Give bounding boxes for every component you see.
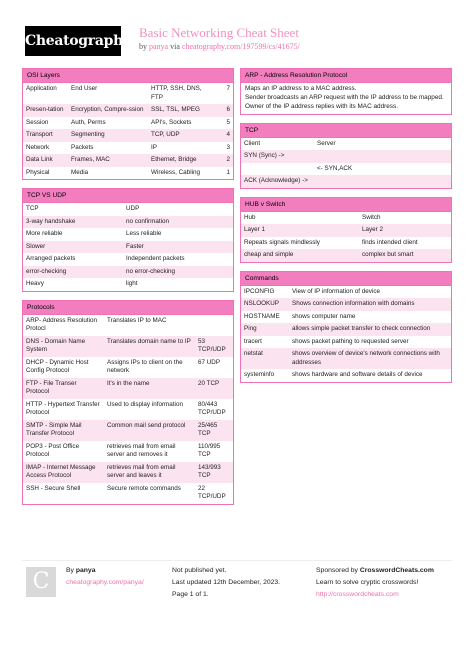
tcp-ack-step: ACK (Acknowledge) -> <box>241 175 451 188</box>
table-cell: error-checking <box>23 266 123 279</box>
table-cell: 7 <box>226 85 230 92</box>
footer-status-block <box>172 565 280 601</box>
table-row <box>23 117 233 130</box>
arp-section <box>240 68 452 115</box>
footer-author-link[interactable]: cheatography.com/panya/ <box>66 578 144 586</box>
table-cell: 3-way handshake <box>23 216 123 229</box>
tcp-server-label: Server <box>317 139 336 147</box>
table-cell: Heavy <box>26 280 44 287</box>
table-cell: Repeats signals mindlessly <box>244 238 320 246</box>
table-row <box>241 212 451 225</box>
table-cell: Translates domain name to IP <box>104 336 195 357</box>
table-cell: 53 TCP/UDP <box>195 336 233 357</box>
protocols-section <box>22 300 234 505</box>
table-cell: Less reliable <box>126 230 162 237</box>
table-cell: SMTP - Simple Mail Transfer Protocol <box>23 420 104 441</box>
table-cell: complex but smart <box>359 249 451 262</box>
author-link[interactable]: panya <box>149 42 169 51</box>
table-row <box>23 441 233 462</box>
hub-vs-switch-section <box>240 197 452 263</box>
table-row <box>23 83 233 104</box>
table-cell: 3 <box>226 143 230 151</box>
table-row <box>23 104 233 117</box>
table-row <box>23 278 233 291</box>
table-cell: End User <box>71 85 98 92</box>
table-cell: Session <box>26 118 49 126</box>
footer-author: panya <box>75 567 96 574</box>
byline-by: by <box>139 42 147 51</box>
table-cell: tracert <box>244 337 262 345</box>
table-row <box>241 224 451 237</box>
table-row <box>23 336 233 357</box>
arp-line: Owner of the IP address replies with its MAC address. <box>245 102 398 110</box>
table-cell: TCP <box>26 205 39 212</box>
table-cell: Application <box>26 85 57 92</box>
table-row <box>23 315 233 336</box>
table-cell: 110/995 TCP <box>198 442 221 458</box>
table-row <box>23 167 233 180</box>
table-row <box>23 483 233 504</box>
table-cell: Assigns IPs to client on the network <box>107 358 183 374</box>
table-row <box>23 357 233 378</box>
osi-layers-table <box>23 83 233 179</box>
table-cell: 20 TCP <box>195 378 233 399</box>
table-cell: HTTP - Hypertext Transfer Protocol <box>26 400 100 416</box>
table-cell: DHCP - Dynamic Host Config Protocol <box>26 358 89 374</box>
arp-line: Sender broadcasts an ARP request with the IP address to be mapped. <box>245 93 444 101</box>
table-cell: NSLOOKUP <box>241 298 289 311</box>
table-cell: 67 UDP <box>198 358 221 366</box>
page-title: Basic Networking Cheat Sheet <box>139 25 299 40</box>
byline <box>139 42 300 52</box>
table-cell: allows simple packet transfer to check connection <box>289 323 451 336</box>
table-cell: TCP, UDP <box>148 129 218 142</box>
table-cell: SSL, TSL, MPEG <box>148 104 218 117</box>
left-column <box>22 68 234 513</box>
table-cell: API's, Sockets <box>151 118 192 126</box>
table-cell: light <box>126 280 138 287</box>
table-cell: systeminfo <box>244 371 275 379</box>
arp-line: Maps an IP address to a MAC address. <box>245 85 357 92</box>
table-cell: no error-checking <box>123 266 233 279</box>
page-header <box>0 0 474 62</box>
table-cell: Ping <box>241 323 289 336</box>
tcp-handshake-table <box>241 138 451 188</box>
table-row <box>23 154 233 167</box>
tcp-section <box>240 123 452 189</box>
hub-vs-switch-table <box>241 212 451 262</box>
footer-author-block <box>66 565 144 589</box>
table-cell: It's in the name <box>104 378 195 399</box>
tcp-synack-step: <- SYN,ACK <box>317 164 353 172</box>
section-heading: OSI Layers <box>23 69 233 83</box>
table-row <box>23 378 233 399</box>
right-column <box>240 68 452 391</box>
section-heading: TCP <box>241 124 451 138</box>
osi-layers-section <box>22 68 234 180</box>
table-cell: More reliable <box>26 230 63 237</box>
table-cell: Layer 2 <box>359 224 451 237</box>
table-cell: finds intended client <box>362 238 418 246</box>
table-cell: Data Link <box>23 154 68 167</box>
table-cell: SSH - Secure Shell <box>26 484 81 492</box>
footer-sponsor-tagline: Learn to solve cryptic crosswords! <box>316 578 419 586</box>
section-heading: Protocols <box>23 301 233 315</box>
table-cell: IP <box>151 143 157 151</box>
table-row <box>241 298 451 311</box>
table-cell: 1 <box>226 168 230 176</box>
table-cell: IMAP - Internet Message Access Protocol <box>23 462 104 483</box>
footer-sponsor-link[interactable]: http://crosswordcheats.com <box>316 590 399 598</box>
table-row <box>241 336 451 349</box>
byline-via: via <box>170 42 180 51</box>
table-cell: Wireless, Cabling <box>151 168 200 176</box>
table-cell: cheap and simple <box>241 249 359 262</box>
section-heading: HUB v Switch <box>241 198 451 212</box>
table-cell: Secure remote commands <box>107 484 181 492</box>
table-cell: Media <box>71 168 89 176</box>
footer-sponsor[interactable]: CrosswordCheats.com <box>359 567 434 574</box>
table-cell: 143/993 TCP <box>195 462 233 483</box>
table-cell: Shows connection information with domains <box>289 298 451 311</box>
footer-sponsor-prefix: Sponsored by <box>316 567 358 574</box>
table-cell: retrieves mail from email server and leaves it <box>104 462 195 483</box>
table-cell: Physical <box>26 168 50 176</box>
cheatography-footer-logo: C <box>26 567 56 597</box>
table-cell: Faster <box>123 241 233 254</box>
table-row <box>241 237 451 250</box>
table-cell: shows overview of device's network connections with addresses <box>289 348 451 369</box>
table-cell: Translates IP to MAC <box>107 316 167 324</box>
table-cell: Layer 1 <box>241 224 359 237</box>
table-row <box>241 323 451 336</box>
table-row <box>23 216 233 229</box>
protocols-table <box>23 315 233 504</box>
tcp-syn-step: SYN (Sync) -> <box>241 150 451 163</box>
table-cell: Frames, MAC <box>68 154 148 167</box>
table-cell: IPCONFIG <box>244 287 275 295</box>
tcp-vs-udp-table <box>23 203 233 291</box>
table-row <box>23 228 233 241</box>
table-cell: Auth, Perms <box>71 118 106 126</box>
footer-published: Not published yet. <box>172 567 227 574</box>
sheet-url-link[interactable]: cheatography.com/197599/cs/41675/ <box>181 42 300 51</box>
table-row <box>241 348 451 369</box>
tcp-vs-udp-section <box>22 188 234 292</box>
table-row <box>241 163 451 176</box>
table-row <box>23 142 233 155</box>
table-cell: shows packet pathing to requested server <box>292 337 409 345</box>
table-row <box>241 175 451 188</box>
table-row <box>23 462 233 483</box>
section-heading: TCP VS UDP <box>23 189 233 203</box>
table-cell: HOSTNAME <box>244 312 280 320</box>
footer-page: Page 1 of 1. <box>172 590 209 598</box>
table-cell <box>195 315 233 336</box>
table-cell: Arranged packets <box>26 255 76 262</box>
table-cell: POP3 - Post Office Protocol <box>26 442 80 458</box>
table-cell: View of IP information of device <box>292 287 380 295</box>
table-cell: FTP - File Transer Protocol <box>23 378 104 399</box>
table-cell: netstat <box>241 348 289 369</box>
table-row <box>241 249 451 262</box>
table-row <box>241 138 451 151</box>
table-cell: Transport <box>23 129 68 142</box>
table-cell: no confirmation <box>123 216 233 229</box>
commands-table <box>241 286 451 382</box>
table-cell: UDP <box>126 205 140 212</box>
table-row <box>241 369 451 382</box>
footer-by: By <box>66 567 74 574</box>
table-cell: Switch <box>362 213 381 221</box>
table-cell: DNS - Domain Name System <box>23 336 104 357</box>
table-cell: HTTP, SSH, DNS, FTP <box>151 85 202 101</box>
arp-text <box>241 83 451 114</box>
table-row <box>23 129 233 142</box>
tcp-client-label: Client <box>244 139 261 147</box>
commands-section <box>240 271 452 383</box>
table-cell: shows computer name <box>292 312 356 320</box>
cheatography-logo[interactable]: Cheatography <box>25 26 121 56</box>
table-cell: Packets <box>71 143 94 151</box>
table-cell: 4 <box>218 129 233 142</box>
table-cell: Segmenting <box>68 129 148 142</box>
table-cell: ARP- Address Resolution Protocl <box>26 316 98 332</box>
table-cell: Network <box>26 143 50 151</box>
footer-updated: Last updated 12th December, 2023. <box>172 578 281 586</box>
table-row <box>241 311 451 324</box>
table-cell: Presen-tation <box>23 104 68 117</box>
table-row <box>23 253 233 266</box>
table-row <box>23 399 233 420</box>
table-cell: 6 <box>218 104 233 117</box>
table-cell: 25/465 TCP <box>195 420 233 441</box>
table-cell: Hub <box>244 213 256 221</box>
table-cell: Independent packets <box>126 255 185 262</box>
section-heading: ARP - Address Resolution Protocol <box>241 69 451 83</box>
table-row <box>23 241 233 254</box>
table-row <box>241 150 451 163</box>
table-cell: 80/443 TCP/UDP <box>198 400 226 416</box>
table-cell: 22 TCP/UDP <box>198 484 226 500</box>
section-heading: Commands <box>241 272 451 286</box>
table-cell: Common mail send protocol <box>104 420 195 441</box>
table-row <box>23 420 233 441</box>
table-cell: Encryption, Compre-ssion <box>68 104 148 117</box>
footer-sponsor-block <box>316 565 434 601</box>
page-footer <box>22 560 452 620</box>
table-cell: retrieves mail from email server and removes it <box>107 442 176 458</box>
table-cell: 2 <box>218 154 233 167</box>
table-row <box>241 286 451 299</box>
table-row <box>23 203 233 216</box>
table-cell: Slower <box>23 241 123 254</box>
table-cell: Ethernet, Bridge <box>148 154 218 167</box>
table-cell: Used to display information <box>107 400 183 408</box>
table-cell: shows hardware and software details of device <box>292 371 423 379</box>
table-cell: 5 <box>226 118 230 126</box>
table-row <box>23 266 233 279</box>
